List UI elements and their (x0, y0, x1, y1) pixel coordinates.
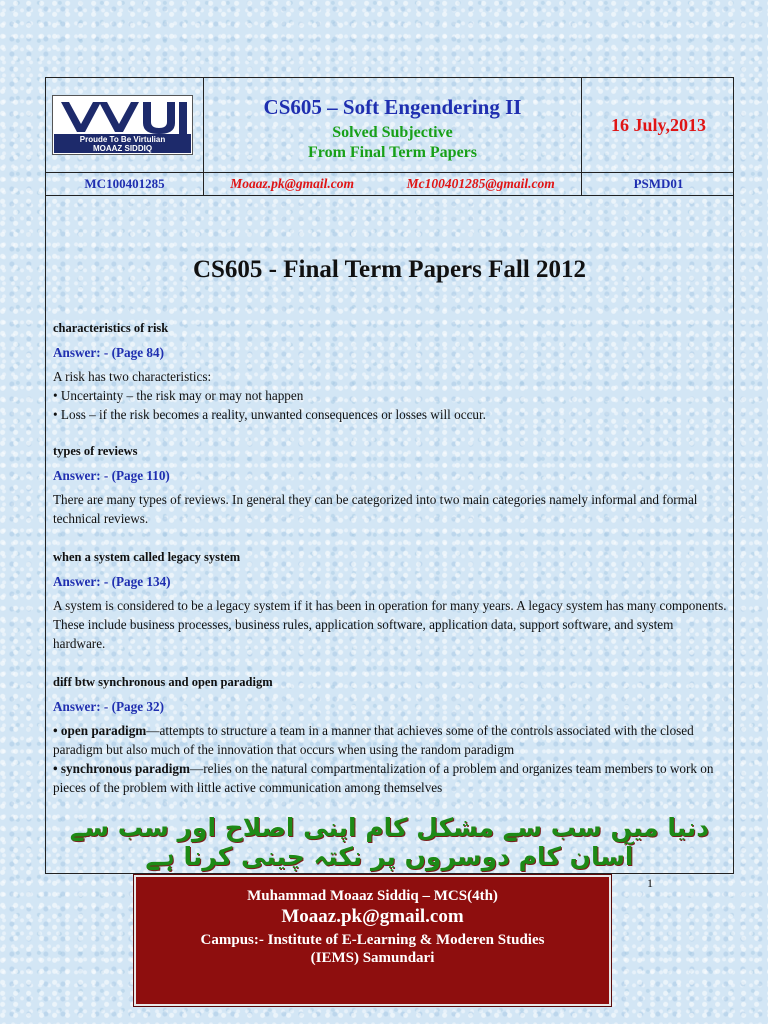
answer-reference: Answer: - (Page 110) (53, 468, 170, 483)
page-title: CS605 - Final Term Papers Fall 2012 (192, 256, 587, 283)
email-link-2[interactable]: Mc100401285@gmail.com (406, 176, 555, 191)
vu-logo-icon (55, 98, 190, 136)
vu-logo (52, 95, 193, 155)
answer-reference: Answer: - (Page 32) (53, 699, 164, 714)
answer-line: • Loss – if the risk becomes a reality, unwanted consequences or losses will occur. (53, 407, 486, 422)
footer-location: (IEMS) Samundari (310, 950, 435, 966)
date-cell (582, 78, 735, 172)
answer-reference: Answer: - (Page 84) (53, 345, 164, 360)
question-heading: characteristics of risk (53, 321, 169, 335)
logo-tagline-text: Proude To Be Virtulian (79, 135, 166, 144)
student-id: MC100401285 (46, 173, 204, 195)
answer-line (53, 759, 728, 797)
answer-line: There are many types of reviews. In general they can be categorized into two main categories namely informal and formal technical reviews. (53, 492, 698, 526)
qa-block (53, 675, 728, 797)
email-link-1[interactable]: Moaaz.pk@gmail.com (230, 176, 355, 191)
logo-name-text: MOAAZ SIDDIQ (92, 144, 153, 153)
term-open-paradigm: • open paradigm (53, 723, 147, 738)
qa-block (53, 550, 728, 653)
footer-name: Muhammad Moaaz Siddiq – MCS(4th) (247, 888, 498, 904)
footer-banner (134, 875, 611, 1006)
info-row (46, 173, 733, 196)
answer-line: • Uncertainty – the risk may or may not happen (53, 388, 304, 403)
code-text: PSMD01 (633, 176, 684, 191)
title-cell (204, 78, 582, 172)
qa-block (53, 444, 728, 528)
qa-content (53, 321, 728, 819)
answer-reference: Answer: - (Page 134) (53, 574, 171, 589)
answer-line: A risk has two characteristics: (53, 369, 212, 384)
email-cell (204, 173, 582, 195)
subtitle-2: From Final Term Papers (307, 144, 478, 161)
answer-line: A system is considered to be a legacy system if it has been in operation for many years. A legacy system has many components. These include business processes, business rules, application software, application data, support software, and system hardware. (53, 598, 727, 651)
definition-open-paradigm: —attempts to structure a team in a manner that achieves some of the controls associated with the closed paradigm but also much of the innovation that occurs when using the random paradigm (53, 723, 694, 757)
page-number: 1 (647, 876, 653, 890)
course-title: CS605 – Soft Engendering II (263, 95, 522, 119)
urdu-quote: دنیا میں سب سے مشکل کام اپنی اصلاح اور سب سے آسان کام دوسروں پر نکتہ چینی کرنا ہے (69, 813, 710, 871)
subtitle-1: Solved Subjective (332, 124, 453, 141)
answer-line (53, 721, 728, 759)
header-row (46, 78, 733, 173)
term-synchronous-paradigm: • synchronous paradigm (53, 761, 191, 776)
question-heading: when a system called legacy system (53, 550, 241, 564)
qa-block (53, 321, 728, 424)
footer-email[interactable]: Moaaz.pk@gmail.com (281, 906, 464, 927)
logo-tagline (54, 134, 191, 153)
date-text: 16 July,2013 (610, 114, 707, 135)
question-heading: types of reviews (53, 444, 138, 458)
logo-cell (46, 78, 204, 172)
definition-synchronous-paradigm: —relies on the natural compartmentalization of a problem and organizes team members to work on pieces of the problem with little active communication among themselves (53, 761, 714, 795)
footer-campus: Campus:- Institute of E-Learning & Moderen Studies (200, 932, 545, 948)
question-heading: diff btw synchronous and open paradigm (53, 675, 273, 689)
document-frame (45, 77, 734, 874)
